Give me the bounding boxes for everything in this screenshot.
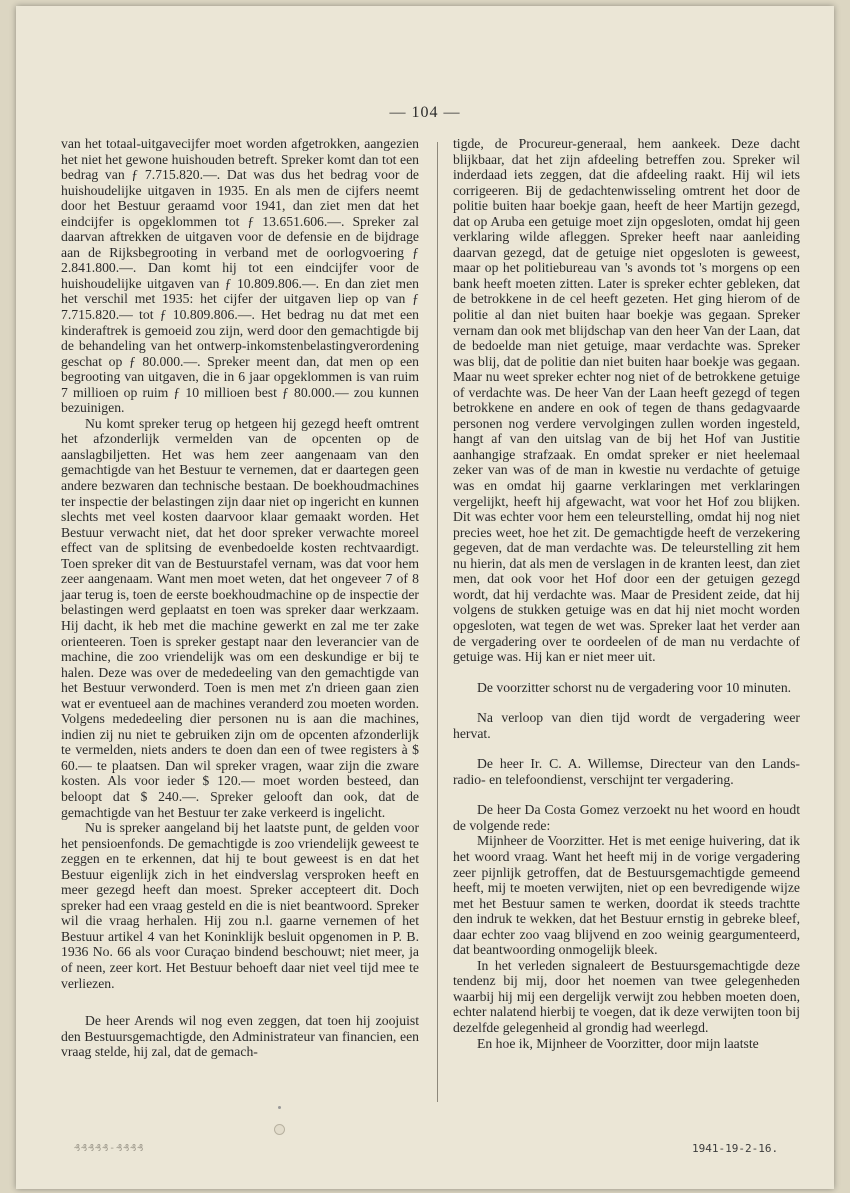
right-paragraph-1: tigde, de Procureur-generaal, hem aankeek. Deze dacht blijkbaar, dat het zijn afdeeling betreffen zou. Spreker wil inderdaad iets zeggen, dat die afdeeling raakt. Hij wil iets corrigeeren. Bij de gedachtenwisseling omtrent het door de politie buiten haar boekje gaan, heeft de heer Martijn gezegd, dat op Aruba een getuige moet zijn opgesloten, omdat hij geen verklaring wilde afleggen. Spreker heeft naar aanleiding daarvan gezegd, dat de getuige niet opgesloten is geweest, maar op het politiebureau van 's avonds tot 's morgens op een bank heeft moeten zitten. Later is spreker echter gebleken, dat de betrokkene in de cel heeft gezeten. Het ging hierom of de politie al dan niet buiten haar boekje was gegaan. Spreker vernam dan ook met blijdschap van den heer Van der Laan, dat de bedoelde man niet getuige, maar verdachte was. Spreker was blij, dat de politie dan niet buiten haar boekje was gegaan. Maar nu weet spreker echter nog niet of de betrokkene getuige of verdachte was. De heer Van der Laan heeft gezegd of tegen betrokkene en andere en ook of tegen de thans gedagvaarde personen nog verdere vervolgingen zullen worden ingesteld, hangt af van den uitslag van de bij het Hof van Justitie aanhangige strafzaak. En omdat spreker er niet heelemaal zeker van was of de man in kwestie nu verdachte of getuige was en omdat hij gaarne verklaringen met verklaringen vergelijkt, heeft hij afgewacht, wat voor het Hof zou blijken. Dit was echter voor hem een teleurstelling, omdat hij nog niet precies weet, hoe het zit. De gemachtigde heeft de verzekering gegeven, dat de man verdachte was. De teleurstelling zit hem nu hierin, dat als men de verslagen in de kranten leest, dan ziet men, dat ook voor het Hof door een der getuigen gezegd wordt, dat hij verdachte was. Maar de President zeide, dat hij volgens de stukken getuige was en dat hij niet mocht worden opgesloten, wat tegen de wet was. Spreker laat het verder aan de vergadering over te oordeelen of de man nu verdachte of getuige was. Hij kan er niet meer uit. [453, 136, 800, 665]
left-column [61, 136, 419, 1060]
right-paragraph-8: En hoe ik, Mijnheer de Voorzitter, door mijn laatste [477, 1035, 759, 1051]
punch-hole [274, 1124, 285, 1135]
left-paragraph-1: van het totaal-uitgavecijfer moet worden afgetrokken, aangezien het niet het gewone huishouden betreft. Spreker komt dan tot een bedrag van ƒ 7.715.820.—. Dat was dus het bedrag voor de huishoudelijke uitgaven in 1935. En als men de cijfers neemt door het Bestuur geraamd voor 1941, dan ziet men dat het eindcijfer is opgeklommen tot ƒ 13.651.606.—. Spreker zal daarvan aftrekken de uitgaven voor de defensie en de bijdrage aan de Rijksbegrooting in verband met de oorlogvoering ƒ 2.841.800.—. Dan komt hij tot een eindcijfer voor de huishoudelijke uitgaven van ƒ 10.809.806.—. En dan ziet men het verschil met 1935: het cijfer der uitgaven liep op van ƒ 7.715.820.— tot ƒ 10.809.806.—. Het bedrag nu dat met een kinderaftrek is gemoeid zou zijn, werd door den gemachtigde bij de behandeling van het ontwerp-inkomstenbelastingverordening geschat op ƒ 80.000.—. Spreker meent dan, dat men op een begrooting van uitgaven, die in 6 jaar opgeklommen is van ruim 7 millioen op ruim ƒ 10 millioen best ƒ 80.000.— zou kunnen bezuinigen. [61, 136, 419, 416]
document-page [16, 6, 834, 1189]
left-paragraph-2: Nu komt spreker terug op hetgeen hij gezegd heeft omtrent het afzonderlijk vermelden van de opcenten op de aanslagbiljetten. Het was hem zeer aangenaam van den gemachtigde van het Bestuur te vernemen, dat er daartegen geen andere bezwaren dan technische bestaan. De boekhoudmachines ter inspectie der belastingen zijn daar niet op ingericht en kunnen slechts met veel kosten daarvoor klaar gemaakt worden. Het Bestuur verwacht niet, dat het door spreker verwachte moreel effect van de splitsing de evenbedoelde kosten rechtvaardigt. Toen spreker dit van de Bestuurstafel vernam, was dat voor hem zeer aangenaam. Want men moet weten, dat het ongeveer 7 of 8 jaar terug is, toen de eerste boekhoudmachine op de inspectie der belastingen werd geplaatst en toen was spreker daar werkzaam. Hij dacht, ik heb met die machine gewerkt en zal me ter zake orienteeren. Toen is spreker gestapt naar den leverancier van de machine, die zoo vriendelijk was om een deskundige er bij te halen. Deze was over de mededeeling van den gemachtigde van het Bestuur verwonderd. Toen is men met z'n drieen gaan zien wat er eventueel aan de machines veranderd zou moeten worden. Volgens mededeeling dier personen nu is aan die machines, indien zij nu niet te gebruiken zijn om de opcenten afzonderlijk te vermelden, niets anders te doen dan een of twee registers à $ 60.— te plaatsen. Dan wil spreker vragen, waar zijn die zware kosten. Als voor ieder $ 120.— moet worden besteed, dan beloopt dat $ 240.—. Spreker gelooft dan ook, dat de gemachtigde van het Bestuur ter zake verkeerd is ingelicht. [61, 415, 419, 820]
archive-date-stamp: 1941-19-2-16. [692, 1142, 779, 1155]
right-paragraph-3: Na verloop van dien tijd wordt de vergadering weer hervat. [453, 710, 800, 741]
right-paragraph-5: De heer Da Costa Gomez verzoekt nu het woord en houdt de volgende rede: [453, 802, 800, 833]
right-paragraph-2: De voorzitter schorst nu de vergadering voor 10 minuten. [477, 679, 792, 695]
left-paragraph-4: De heer Arends wil nog even zeggen, dat toen hij zoojuist den Bestuursgemachtigde, den Administrateur van financien, een vraag stelde, hij zal, dat de gemach- [61, 1013, 419, 1060]
column-divider [437, 142, 438, 1102]
right-paragraph-4: De heer Ir. C. A. Willemse, Directeur van den Lands-radio- en telefoondienst, verschijnt ter vergadering. [453, 756, 800, 787]
right-column [453, 136, 800, 1051]
page-number: — 104 — [389, 104, 461, 121]
right-paragraph-6: Mijnheer de Voorzitter. Het is met eenige huivering, dat ik het woord vraag. Want het heeft mij in de vorige vergadering zeer pijnlijk getroffen, dat de Bestuursgemachtigde gemeend heeft, mij te moeten verwijten, niet op een bevredigende wijze met het Bestuur samen te werken, doordat ik steeds trachtte den indruk te wekken, dat het Bestuur ernstig in gebreke bleef, daar echter zoo vaag blijvend en zoo weinig geargumenteerd, dat beantwoording onmogelijk bleek. [453, 833, 800, 958]
paper-speck [278, 1106, 281, 1109]
archive-stamp: ₰₰₰₰₰-₰₰₰₰ [74, 1143, 145, 1154]
left-paragraph-3: Nu is spreker aangeland bij het laatste punt, de gelden voor het pensioenfonds. De gemachtigde is zoo vriendelijk geweest te zeggen en te erkennen, dat hij te bout geweest is en dat het Bestuur eigenlijk zich in het eindverslag versproken heeft en meer gezegd heeft dan moest. Spreker accepteert dit. Doch spreker had een vraag gesteld en die is niet beantwoord. Spreker wil die vraag herhalen. Hij zou n.l. gaarne vernemen of het Bestuur artikel 4 van het Koninklijk besluit opgenomen in P. B. 1936 No. 66 als voor Curaçao bindend beschouwt; niet meer, ja of neen, zeer kort. Het Bestuur behoeft daar niet veel tijd mee te verliezen. [61, 820, 419, 991]
right-paragraph-7: In het verleden signaleert de Bestuursgemachtigde deze tendenz bij mij, door het noemen van twee gelegenheden waarbij hij mij een dergelijk verwijt zou hebben moeten doen, echter nalatend hierbij te voegen, dat ik deze verwijten toon bij dezelfde gelegenheid al grondig had weerlegd. [453, 957, 800, 1035]
